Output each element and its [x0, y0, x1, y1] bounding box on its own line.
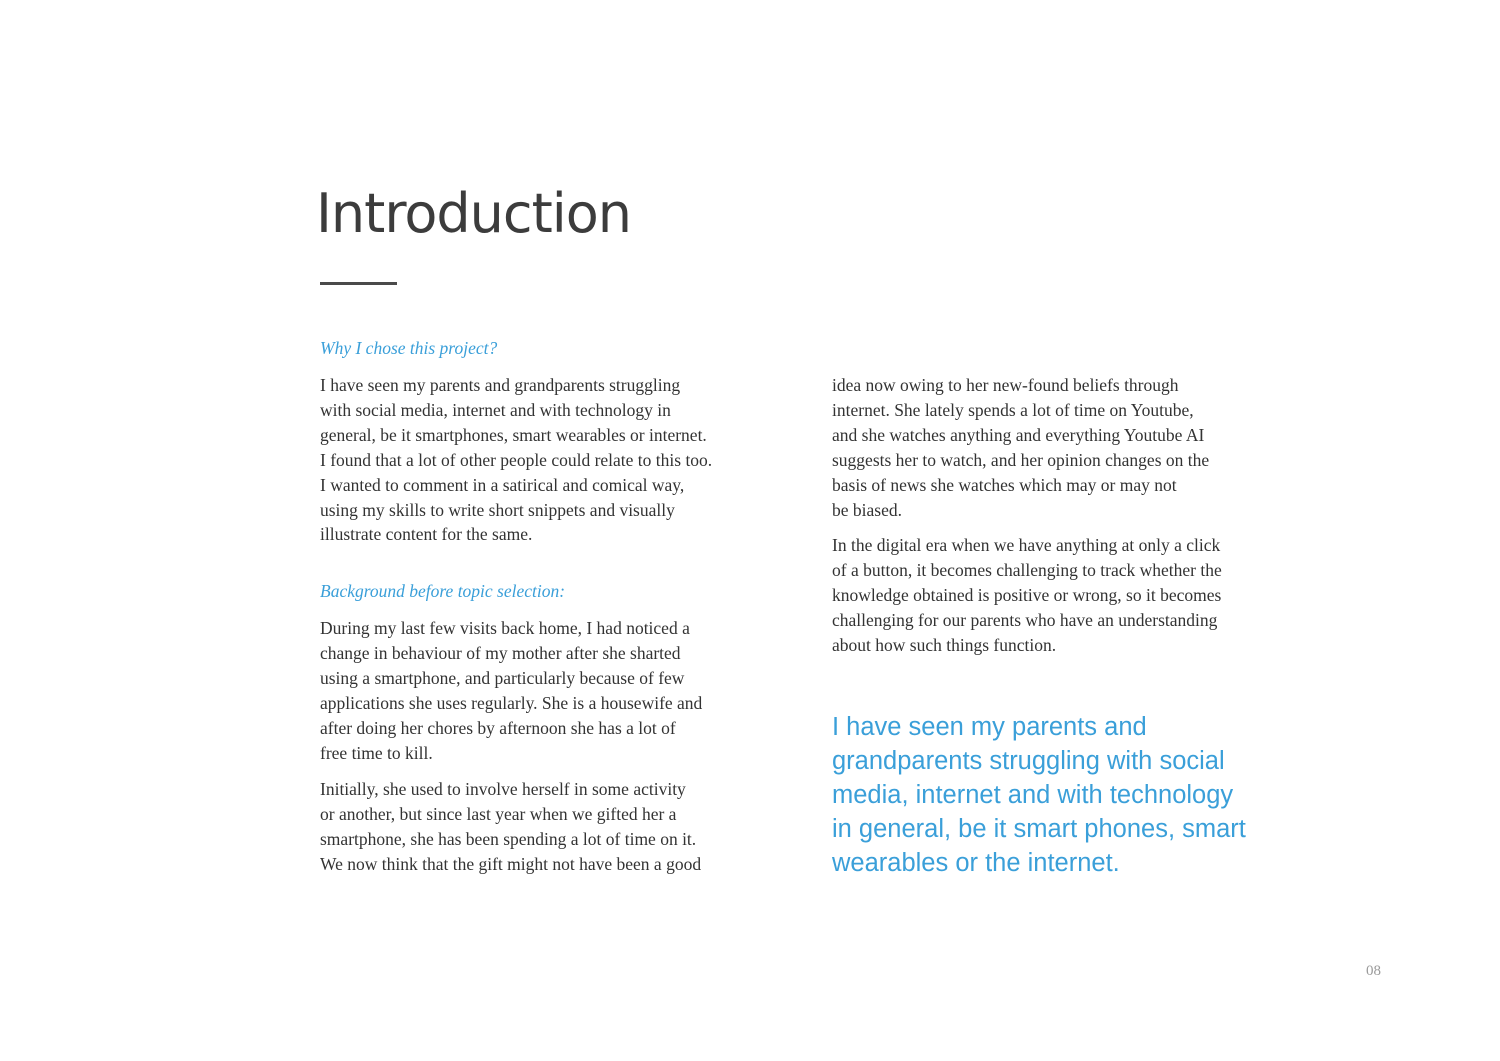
page-title: Introduction: [316, 182, 632, 245]
pull-quote-line: wearables or the internet.: [832, 849, 1120, 877]
text-line: We now think that the gift might not have been a good: [320, 853, 702, 874]
text-line: basis of news she watches which may or may not: [832, 474, 1177, 495]
section-spacer: [320, 558, 800, 579]
paragraph-why: [320, 373, 800, 547]
text-line: free time to kill.: [320, 742, 433, 763]
text-line: internet. She lately spends a lot of time on Youtube,: [832, 399, 1194, 420]
text-line: using a smartphone, and particularly because of few: [320, 668, 685, 689]
text-line: smartphone, she has been spending a lot of time on it.: [320, 828, 697, 849]
text-line: be biased.: [832, 499, 902, 520]
text-line: I wanted to comment in a satirical and comical way,: [320, 474, 685, 495]
page-number: 08: [1366, 963, 1381, 979]
text-line: illustrate content for the same.: [320, 524, 533, 545]
text-line: challenging for our parents who have an understanding: [832, 610, 1218, 631]
paragraph-background-1: [320, 616, 800, 765]
text-line: In the digital era when we have anything at only a click: [832, 535, 1221, 556]
section-heading-background: Background before topic selection:: [320, 581, 566, 602]
pull-quote-line: grandparents struggling with social: [832, 747, 1225, 775]
text-line: of a button, it becomes challenging to track whether the: [832, 560, 1222, 581]
paragraph-background-2: [320, 777, 800, 877]
pull-quote-line: I have seen my parents and: [832, 713, 1147, 741]
text-line: after doing her chores by afternoon she has a lot of: [320, 717, 676, 738]
text-line: general, be it smartphones, smart wearables or internet.: [320, 424, 707, 445]
text-line: During my last few visits back home, I had noticed a: [320, 618, 690, 639]
text-line: I found that a lot of other people could relate to this too.: [320, 449, 713, 470]
text-line: with social media, internet and with technology in: [320, 399, 671, 420]
text-line: applications she uses regularly. She is a housewife and: [320, 693, 703, 714]
text-line: idea now owing to her new-found beliefs through: [832, 375, 1179, 395]
text-line: about how such things function.: [832, 635, 1057, 656]
text-line: change in behaviour of my mother after she sharted: [320, 643, 681, 664]
text-line: suggests her to watch, and her opinion changes on the: [832, 449, 1210, 470]
right-column: [832, 373, 1312, 669]
pull-quote: [832, 710, 1246, 880]
text-line: Initially, she used to involve herself in some activity: [320, 778, 686, 799]
text-line: using my skills to write short snippets and visually: [320, 499, 675, 520]
text-line: knowledge obtained is positive or wrong, so it becomes: [832, 585, 1222, 606]
text-line: and she watches anything and everything Youtube AI: [832, 424, 1205, 445]
pull-quote-line: media, internet and with technology: [832, 781, 1234, 809]
title-underline: [320, 282, 397, 285]
pull-quote-line: in general, be it smart phones, smart: [832, 815, 1246, 843]
paragraph-digital-era: [832, 533, 1312, 658]
text-line: or another, but since last year when we gifted her a: [320, 803, 677, 824]
text-line: I have seen my parents and grandparents struggling: [320, 375, 681, 395]
left-column: [320, 336, 800, 887]
paragraph-continued: [832, 373, 1312, 522]
section-heading-why: Why I chose this project?: [320, 338, 498, 358]
